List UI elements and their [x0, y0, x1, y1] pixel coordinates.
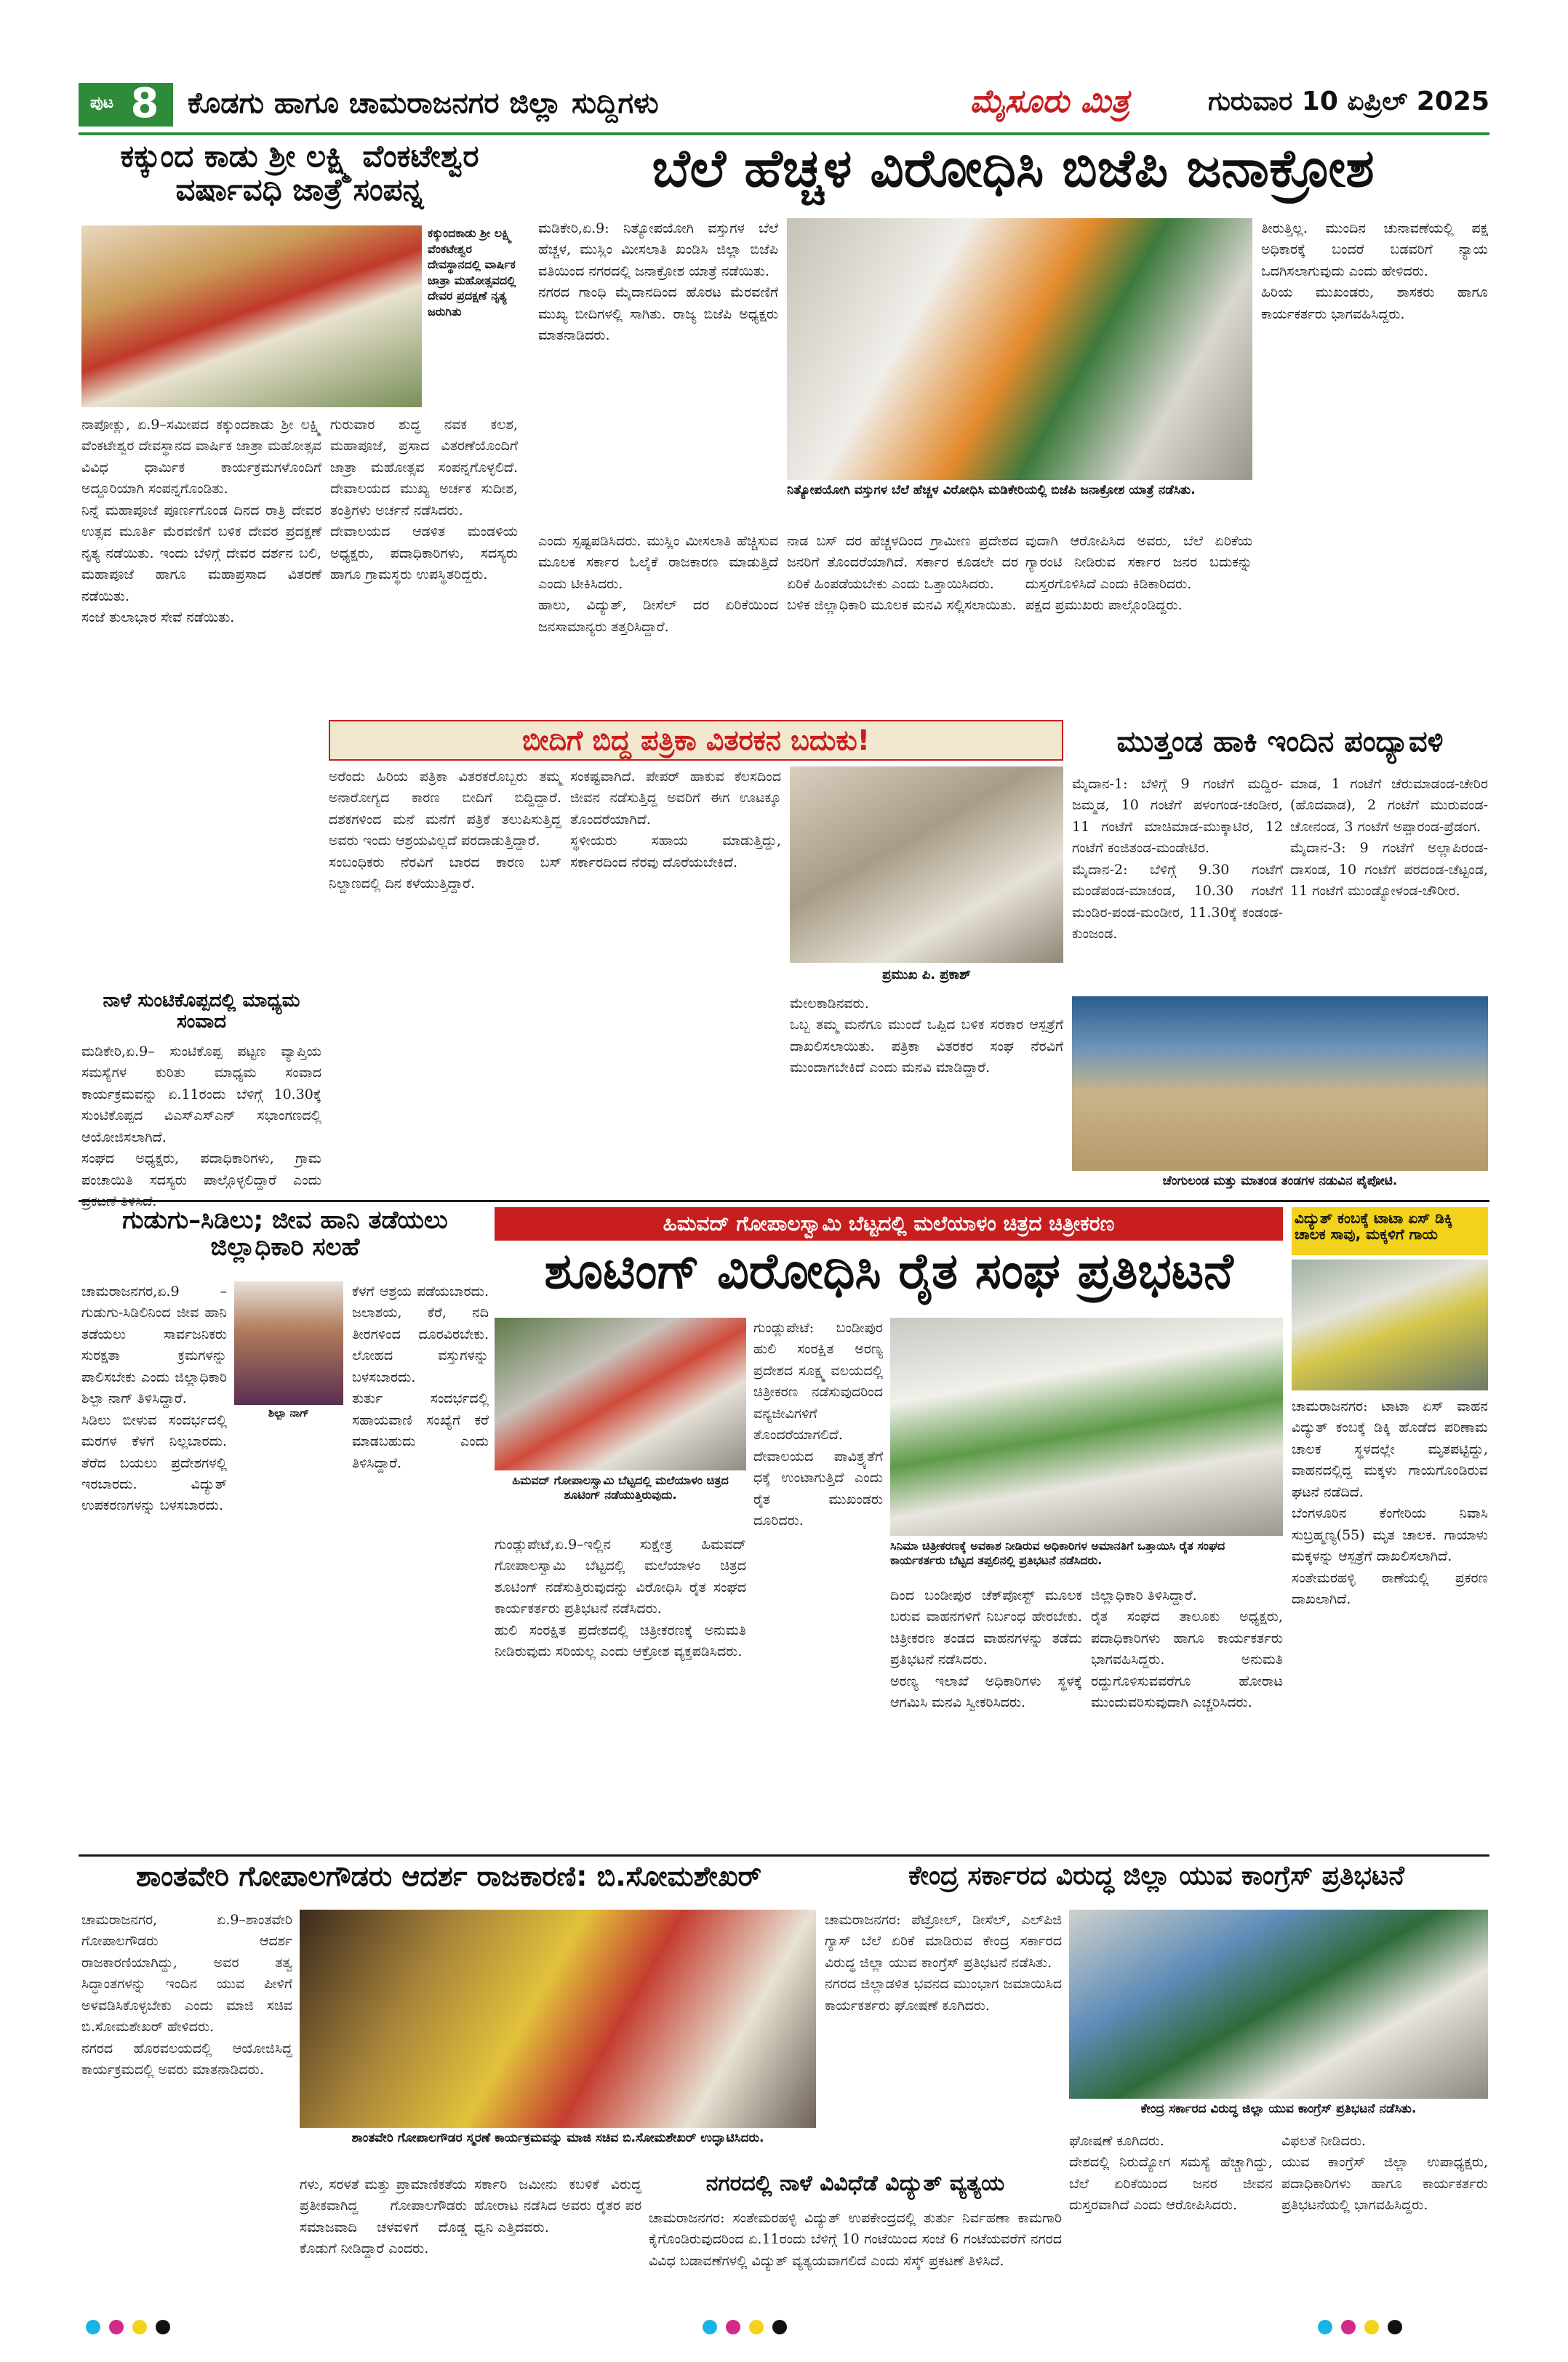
- gudugu-body-1: ಚಾಮರಾಜನಗರ,ಏ.9 – ಗುಡುಗು-ಸಿಡಿಲಿನಿಂದ ಜೀವ ಹಾನಿ ತಡೆಯಲು ಸಾರ್ವಜನಿಕರು ಸುರಕ್ಷತಾ ಕ್ರಮಗಳನ್ನು ಪಾಲಿಸಬೇಕು ಎಂದು ಜಿಲ್ಲಾಧಿಕಾರಿ ಶಿಲ್ಪಾ ನಾಗ್ ತಿಳಿಸಿದ್ದಾರೆ. ಸಿಡಿಲು ಬೀಳುವ ಸಂದರ್ಭದಲ್ಲಿ ಮರಗಳ ಕೆಳಗೆ ನಿಲ್ಲಬಾರದು. ತೆರೆದ ಬಯಲು ಪ್ರದೇಶಗಳಲ್ಲಿ ಇರಬಾರದು. ವಿದ್ಯುತ್ ಉಪಕರಣಗಳನ್ನು ಬಳಸಬಾರದು.: [81, 1284, 227, 1514]
- shooting-temple-photo: [495, 1318, 746, 1470]
- section-title: ಕೊಡಗು ಹಾಗೂ ಚಾಮರಾಜನಗರ ಜಿಲ್ಲಾ ಸುದ್ದಿಗಳು: [188, 87, 659, 120]
- jatre-photo: [81, 225, 422, 407]
- gowda-body-2: ಗಳು, ಸರಳತೆ ಮತ್ತು ಪ್ರಾಮಾಣಿಕತೆಯ ಪ್ರತೀಕವಾಗಿದ್ದ ಗೋಪಾಲಗೌಡರು ಸಮಾಜವಾದಿ ಚಳವಳಿಗೆ ದೊಡ್ಡ ಕೊಡುಗೆ ನೀಡಿದ್ದಾರೆ ಎಂದರು.: [300, 2177, 467, 2257]
- hockey-headline: ಮುತ್ತಂಡ ಹಾಕಿ ಇಂದಿನ ಪಂದ್ಯಾವಳಿ: [1116, 725, 1444, 758]
- beedi-body-1: ಅರೆಂದು ಹಿರಿಯ ಪತ್ರಿಕಾ ವಿತರಕರೊಬ್ಬರು ತಮ್ಮ ಅನಾರೋಗ್ಯದ ಕಾರಣ ಬೀದಿಗೆ ಬಿದ್ದಿದ್ದಾರೆ. ದಶಕಗಳಿಂದ ಮನೆ ಮನೆಗೆ ಪತ್ರಿಕೆ ತಲುಪಿಸುತ್ತಿದ್ದ ಅವರು ಇಂದು ಆಶ್ರಯವಿಲ್ಲದೆ ಪರದಾಡುತ್ತಿದ್ದಾರೆ. ಸಂಬಂಧಿಕರು ನೆರವಿಗೆ ಬಾರದ ಕಾರಣ ಬಸ್ ನಿಲ್ದಾಣದಲ್ಲಿ ದಿನ ಕಳೆಯುತ್ತಿದ್ದಾರೆ.: [329, 769, 561, 892]
- bjp-body-3: ಎಂದು ಸ್ಪಷ್ಟಪಡಿಸಿದರು. ಮುಸ್ಲಿಂ ಮೀಸಲಾತಿ ಹೆಚ್ಚಿಸುವ ಮೂಲಕ ಸರ್ಕಾರ ಓಲೈಕೆ ರಾಜಕಾರಣ ಮಾಡುತ್ತಿದೆ ಎಂದು ಟೀಕಿಸಿದರು. ಹಾಲು, ವಿದ್ಯುತ್, ಡೀಸೆಲ್ ದರ ಏರಿಕೆಯಿಂದ ಜನಸಾಮಾನ್ಯರು ತತ್ತರಿಸಿದ್ದಾರೆ.: [538, 533, 778, 635]
- gowda-body-1: ಚಾಮರಾಜನಗರ, ಏ.9–ಶಾಂತವೇರಿ ಗೋಪಾಲಗೌಡರು ಆದರ್ಶ ರಾಜಕಾರಣಿಯಾಗಿದ್ದು, ಅವರ ತತ್ವ ಸಿದ್ಧಾಂತಗಳನ್ನು ಇಂದಿನ ಯುವ ಪೀಳಿಗೆ ಅಳವಡಿಸಿಕೊಳ್ಳಬೇಕು ಎಂದು ಮಾಜಿ ಸಚಿವ ಬಿ.ಸೋಮಶೇಖರ್ ಹೇಳಿದರು. ನಗರದ ಹೊರವಲಯದಲ್ಲಿ ಆಯೋಜಿಸಿದ್ದ ಕಾರ್ಯಕ್ರಮದಲ್ಲಿ ಅವರು ಮಾತನಾಡಿದರು.: [81, 1912, 292, 2078]
- cyan-dot: [86, 2320, 100, 2334]
- beedi-body-2: ಸಂಕಷ್ಟವಾಗಿದೆ. ಪೇಪರ್ ಹಾಕುವ ಕೆಲಸದಿಂದ ಜೀವನ ನಡೆಸುತ್ತಿದ್ದ ಅವರಿಗೆ ಈಗ ಊಟಕ್ಕೂ ತೊಂದರೆಯಾಗಿದೆ. ಸ್ಥಳೀಯರು ಸಹಾಯ ಮಾಡುತ್ತಿದ್ದು, ಸರ್ಕಾರದಿಂದ ನೆರವು ದೊರೆಯಬೇಕಿದೆ.: [570, 769, 781, 870]
- black-dot: [156, 2320, 170, 2334]
- registration-dots-center: [698, 2320, 873, 2342]
- magenta-dot: [109, 2320, 124, 2334]
- hockey-body-1: ಮೈದಾನ-1: ಬೆಳಿಗ್ಗೆ 9 ಗಂಟೆಗೆ ಮದ್ದಿರ-ಜಮ್ಮಡ, 10 ಗಂಟೆಗೆ ಪಳಂಗಂಡ-ಚಂಡೀರ, 11 ಗಂಟೆಗೆ ಮಾಚಿಮಾಡ-ಮುಕ್ಕಾಟಿರ, 12 ಗಂಟೆಗೆ ಕಂಜಿತಂಡ-ಮಂಡೇಟಿರ. ಮೈದಾನ-2: ಬೆಳಿಗ್ಗೆ 9.30 ಗಂಟೆಗೆ ಮಂಡೆಪಂಡ-ಮಾಚಂಡ, 10.30 ಗಂಟೆಗೆ ಮಂಡಿರ-ಪಂಡ-ಮಂಡೀರ, 11.30ಕ್ಕೆ ಕಂಡಂಡ-ಕುಂಜಂಡ.: [1072, 776, 1283, 942]
- congress-headline: ಕೇಂದ್ರ ಸರ್ಕಾರದ ವಿರುದ್ಧ ಜಿಲ್ಲಾ ಯುವ ಕಾಂಗ್ರೆಸ್ ಪ್ರತಿಭಟನೆ: [908, 1861, 1404, 1891]
- beedi-headline-bar: [329, 720, 1063, 761]
- gudugu-officer-photo: [234, 1281, 343, 1405]
- accident-body: ಚಾಮರಾಜನಗರ: ಟಾಟಾ ಏಸ್ ವಾಹನ ವಿದ್ಯುತ್ ಕಂಬಕ್ಕೆ ಡಿಕ್ಕಿ ಹೊಡೆದ ಪರಿಣಾಮ ಚಾಲಕ ಸ್ಥಳದಲ್ಲೇ ಮೃತಪಟ್ಟಿದ್ದು, ವಾಹನದಲ್ಲಿದ್ದ ಮಕ್ಕಳು ಗಾಯಗೊಂಡಿರುವ ಘಟನೆ ನಡೆದಿದೆ. ಬೆಂಗಳೂರಿನ ಕೆಂಗೇರಿಯ ನಿವಾಸಿ ಸುಬ್ರಹ್ಮಣ್ಯ(55) ಮೃತ ಚಾಲಕ. ಗಾಯಾಳು ಮಕ್ಕಳನ್ನು ಆಸ್ಪತ್ರೆಗೆ ದಾಖಲಿಸಲಾಗಿದೆ. ಸಂತೇಮರಹಳ್ಳಿ ಠಾಣೆಯಲ್ಲಿ ಪ್ರಕರಣ ದಾಖಲಾಗಿದೆ.: [1292, 1398, 1488, 1607]
- magenta-dot: [726, 2320, 740, 2334]
- congress-body-3: ವಿಫಲತೆ ನೀಡಿದರು. ಯುವ ಕಾಂಗ್ರೆಸ್ ಜಿಲ್ಲಾ ಉಪಾಧ್ಯಕ್ಷರು, ಪದಾಧಿಕಾರಿಗಳು ಹಾಗೂ ಕಾರ್ಯಕರ್ತರು ಪ್ರತಿಭಟನೆಯಲ್ಲಿ ಭಾಗವಹಿಸಿದ್ದರು.: [1281, 2133, 1488, 2214]
- power-headline: ನಗರದಲ್ಲಿ ನಾಳೆ ವಿವಿಧೆಡೆ ವಿದ್ಯುತ್ ವ್ಯತ್ಯಯ: [705, 2171, 1005, 2196]
- black-dot: [772, 2320, 787, 2334]
- congress-body-1: ಚಾಮರಾಜನಗರ: ಪೆಟ್ರೋಲ್, ಡೀಸೆಲ್, ಎಲ್‌ಪಿಜಿ ಗ್ಯಾಸ್ ಬೆಲೆ ಏರಿಕೆ ಮಾಡಿರುವ ಕೇಂದ್ರ ಸರ್ಕಾರದ ವಿರುದ್ಧ ಜಿಲ್ಲಾ ಯುವ ಕಾಂಗ್ರೆಸ್ ಪ್ರತಿಭಟನೆ ನಡೆಸಿತು. ನಗರದ ಜಿಲ್ಲಾಡಳಿತ ಭವನದ ಮುಂಭಾಗ ಜಮಾಯಿಸಿದ ಕಾರ್ಯಕರ್ತರು ಘೋಷಣೆ ಕೂಗಿದರು.: [825, 1912, 1062, 2014]
- hockey-photo-caption: ಚೆಂಗುಲಂಡ ಮತ್ತು ಮಾತಂಡ ತಂಡಗಳ ನಡುವಿನ ಪೈಪೋಟಿ.: [1162, 1174, 1398, 1188]
- masthead-rule: [79, 132, 1489, 135]
- bjp-body-1: ಮಡಿಕೇರಿ,ಏ.9: ನಿತ್ಯೋಪಯೋಗಿ ವಸ್ತುಗಳ ಬೆಲೆ ಹೆಚ್ಚಳ, ಮುಸ್ಲಿಂ ಮೀಸಲಾತಿ ಖಂಡಿಸಿ ಜಿಲ್ಲಾ ಬಿಜೆಪಿ ವತಿಯಿಂದ ನಗರದಲ್ಲಿ ಜನಾಕ್ರೋಶ ಯಾತ್ರೆ ನಡೆಯಿತು. ನಗರದ ಗಾಂಧಿ ಮೈದಾನದಿಂದ ಹೊರಟ ಮೆರವಣಿಗೆ ಮುಖ್ಯ ಬೀದಿಗಳಲ್ಲಿ ಸಾಗಿತು. ರಾಜ್ಯ ಬಿಜೆಪಿ ಅಧ್ಯಕ್ಷರು ಮಾತನಾಡಿದರು.: [538, 220, 778, 344]
- gudugu-headline: ಗುಡುಗು–ಸಿಡಿಲು; ಜೀವ ಹಾನಿ ತಡೆಯಲು ಜಿಲ್ಲಾಧಿಕಾರಿ ಸಲಹೆ: [122, 1206, 448, 1262]
- shooting-headline: ಶೂಟಿಂಗ್ ವಿರೋಧಿಸಿ ರೈತ ಸಂಘ ಪ್ರತಿಭಟನೆ: [544, 1243, 1233, 1300]
- hockey-match-photo: [1072, 996, 1488, 1171]
- cyan-dot: [703, 2320, 717, 2334]
- yellow-dot: [749, 2320, 764, 2334]
- gowda-headline: ಶಾಂತವೇರಿ ಗೋಪಾಲಗೌಡರು ಆದರ್ಶ ರಾಜಕಾರಣಿ: ಬಿ.ಸೋಮಶೇಖರ್: [135, 1860, 762, 1892]
- congress-protest-photo: [1069, 1910, 1488, 2099]
- jatre-caption: ಕಕ್ಕುಂದಕಾಡು ಶ್ರೀ ಲಕ್ಷ್ಮಿ ವೆಂಕಟೇಶ್ವರ ದೇವಸ್ಥಾನದಲ್ಲಿ ವಾರ್ಷಿಕ ಜಾತ್ರಾ ಮಹೋತ್ಸವದಲ್ಲಿ ದೇವರ ಪ್ರದಕ್ಷಣೆ ನೃತ್ಯ ಜರುಗಿತು: [428, 226, 516, 319]
- section-rule-1: [79, 1200, 1489, 1202]
- beedi-vendor-photo: [790, 766, 1063, 963]
- accident-headline: ವಿದ್ಯುತ್ ಕಂಬಕ್ಕೆ ಟಾಟಾ ಏಸ್ ಡಿಕ್ಕಿ ಚಾಲಕ ಸಾವು, ಮಕ್ಕಳಿಗೆ ಗಾಯ: [1295, 1209, 1453, 1243]
- paper-name: ಮೈಸೂರು ಮಿತ್ರ: [969, 83, 1129, 120]
- beedi-photo-caption: ಪ್ರಮುಖ ಪಿ. ಪ್ರಕಾಶ್: [882, 967, 971, 982]
- shooting-photo2-caption: ಸಿನಿಮಾ ಚಿತ್ರೀಕರಣಕ್ಕೆ ಅವಕಾಶ ನೀಡಿರುವ ಅಧಿಕಾರಿಗಳ ಅಮಾನತಿಗೆ ಒತ್ತಾಯಿಸಿ ರೈತ ಸಂಘದ ಕಾರ್ಯಕರ್ತರು ಬೆಟ್ಟದ ತಪ್ಪಲಿನಲ್ಲಿ ಪ್ರತಿಭಟನೆ ನಡೆಸಿದರು.: [890, 1539, 1225, 1567]
- masthead: [79, 80, 1489, 131]
- shooting-body-2: ಗುಂಡ್ಲುಪೇಟೆ: ಬಂಡೀಪುರ ಹುಲಿ ಸಂರಕ್ಷಿತ ಅರಣ್ಯ ಪ್ರದೇಶದ ಸೂಕ್ಷ್ಮ ವಲಯದಲ್ಲಿ ಚಿತ್ರೀಕರಣ ನಡೆಸುವುದರಿಂದ ವನ್ಯಜೀವಿಗಳಿಗೆ ತೊಂದರೆಯಾಗಲಿದೆ. ದೇವಾಲಯದ ಪಾವಿತ್ರ್ಯತೆಗೆ ಧಕ್ಕೆ ಉಂಟಾಗುತ್ತಿದೆ ಎಂದು ರೈತ ಮುಖಂಡರು ದೂರಿದರು.: [753, 1320, 883, 1529]
- shooting-body-4: ಜಿಲ್ಲಾಧಿಕಾರಿ ತಿಳಿಸಿದ್ದಾರೆ. ರೈತ ಸಂಘದ ತಾಲೂಕು ಅಧ್ಯಕ್ಷರು, ಪದಾಧಿಕಾರಿಗಳು ಹಾಗೂ ಕಾರ್ಯಕರ್ತರು ಭಾಗವಹಿಸಿದ್ದರು. ಅನುಮತಿ ರದ್ದುಗೊಳಿಸುವವರೆಗೂ ಹೋರಾಟ ಮುಂದುವರಿಸುವುದಾಗಿ ಎಚ್ಚರಿಸಿದರು.: [1091, 1588, 1283, 1711]
- bjp-rally-photo: [787, 218, 1252, 480]
- shooting-kicker: ಹಿಮವದ್ ಗೋಪಾಲಸ್ವಾಮಿ ಬೆಟ್ಟದಲ್ಲಿ ಮಲೆಯಾಳಂ ಚಿತ್ರದ ಚಿತ್ರೀಕರಣ: [663, 1212, 1115, 1236]
- cyan-dot: [1318, 2320, 1332, 2334]
- magenta-dot: [1341, 2320, 1356, 2334]
- gowda-photo-caption: ಶಾಂತವೇರಿ ಗೋಪಾಲಗೌಡರ ಸ್ಮರಣೆ ಕಾರ್ಯಕ್ರಮವನ್ನು ಮಾಜಿ ಸಚಿವ ಬಿ.ಸೋಮಶೇಖರ್ ಉದ್ಘಾಟಿಸಿದರು.: [351, 2131, 764, 2145]
- bjp-body-4: ನಾಡ ಬಸ್ ದರ ಹೆಚ್ಚಳದಿಂದ ಗ್ರಾಮೀಣ ಪ್ರದೇಶದ ಜನರಿಗೆ ತೊಂದರೆಯಾಗಿದೆ. ಸರ್ಕಾರ ಕೂಡಲೇ ದರ ಏರಿಕೆ ಹಿಂಪಡೆಯಬೇಕು ಎಂದು ಒತ್ತಾಯಿಸಿದರು. ಬಳಿಕ ಜಿಲ್ಲಾಧಿಕಾರಿ ಮೂಲಕ ಮನವಿ ಸಲ್ಲಿಸಲಾಯಿತು.: [787, 533, 1018, 614]
- accident-headline-bar: [1292, 1207, 1488, 1255]
- section-rule-2: [79, 1854, 1489, 1857]
- bjp-photo-caption: ನಿತ್ಯೋಪಯೋಗಿ ವಸ್ತುಗಳ ಬೆಲೆ ಹೆಚ್ಚಳ ವಿರೋಧಿಸಿ ಮಡಿಕೇರಿಯಲ್ಲಿ ಬಿಜೆಪಿ ಜನಾಕ್ರೋಶ ಯಾತ್ರೆ ನಡೆಸಿತು.: [787, 483, 1196, 497]
- jatre-headline: ಕಕ್ಕುಂದ ಕಾಡು ಶ್ರೀ ಲಕ್ಷ್ಮಿ ವೆಂಕಟೇಶ್ವರ ವರ್ಷಾವಧಿ ಜಾತ್ರೆ ಸಂಪನ್ನ: [120, 138, 479, 208]
- bjp-headline: ಬೆಲೆ ಹೆಚ್ಚಳ ವಿರೋಧಿಸಿ ಬಿಜೆಪಿ ಜನಾಕ್ರೋಶ: [652, 137, 1375, 199]
- yellow-dot: [132, 2320, 147, 2334]
- bjp-body-2: ತೀರುತ್ತಿಲ್ಲ. ಮುಂದಿನ ಚುನಾವಣೆಯಲ್ಲಿ ಪಕ್ಷ ಅಧಿಕಾರಕ್ಕೆ ಬಂದರೆ ಬಡವರಿಗೆ ನ್ಯಾಯ ಒದಗಿಸಲಾಗುವುದು ಎಂದು ಹೇಳಿದರು. ಹಿರಿಯ ಮುಖಂಡರು, ಶಾಸಕರು ಹಾಗೂ ಕಾರ್ಯಕರ್ತರು ಭಾಗವಹಿಸಿದ್ದರು.: [1261, 220, 1488, 322]
- hockey-body-2: ಮಾಡ, 1 ಗಂಟೆಗೆ ಚೆರುಮಾಡಂಡ-ಚೇರಿರ (ಹೊದವಾಡ), 2 ಗಂಟೆಗೆ ಮುರುವಂಡ-ಚೋನಂಡ, 3 ಗಂಟೆಗೆ ಅಪ್ಪಾರಂಡ-ಪ್ರೆಡಂಗ. ಮೈದಾನ-3: 9 ಗಂಟೆಗೆ ಅಲ್ಲಾಪಿರಂಡ-ದಾಸಂಡ, 10 ಗಂಟೆಗೆ ಪರದಂಡ-ಚೆಟ್ಟಂಡ, 11 ಗಂಟೆಗೆ ಮುಂಡ್ಯೋಳಂಡ-ಚೌರೀರ.: [1290, 776, 1488, 900]
- congress-body-2: ಘೋಷಣೆ ಕೂಗಿದರು. ದೇಶದಲ್ಲಿ ನಿರುದ್ಯೋಗ ಸಮಸ್ಯೆ ಹೆಚ್ಚಾಗಿದ್ದು, ಬೆಲೆ ಏರಿಕೆಯಿಂದ ಜನರ ಜೀವನ ದುಸ್ತರವಾಗಿದೆ ಎಂದು ಆರೋಪಿಸಿದರು.: [1069, 2133, 1273, 2214]
- accident-vehicle-photo: [1292, 1260, 1488, 1390]
- power-body: ಚಾಮರಾಜನಗರ: ಸಂತೇಮರಹಳ್ಳಿ ವಿದ್ಯುತ್ ಉಪಕೇಂದ್ರದಲ್ಲಿ ತುರ್ತು ನಿರ್ವಹಣಾ ಕಾಮಗಾರಿ ಕೈಗೊಂಡಿರುವುದರಿಂದ ಏ.11ರಂದು ಬೆಳಿಗ್ಗೆ 10 ಗಂಟೆಯಿಂದ ಸಂಜೆ 6 ಗಂಟೆಯವರೆಗೆ ನಗರದ ವಿವಿಧ ಬಡಾವಣೆಗಳಲ್ಲಿ ವಿದ್ಯುತ್ ವ್ಯತ್ಯಯವಾಗಲಿದೆ ಎಂದು ಸೆಸ್ಕ್ ಪ್ರಕಟಣೆ ತಿಳಿಸಿದೆ.: [649, 2210, 1062, 2269]
- gowda-body-3: ಸರ್ಕಾರಿ ಜಮೀನು ಕಬಳಿಕೆ ವಿರುದ್ಧ ಹೋರಾಟ ನಡೆಸಿದ ಅವರು ರೈತರ ಪರ ಧ್ವನಿ ಎತ್ತಿದವರು.: [474, 2177, 641, 2235]
- beedi-headline: ಬೀದಿಗೆ ಬಿದ್ದ ಪತ್ರಿಕಾ ವಿತರಕನ ಬದುಕು!: [521, 724, 871, 756]
- issue-date: ಗುರುವಾರ 10 ಏಪ್ರಿಲ್ 2025: [1207, 87, 1489, 116]
- shooting-protest-photo: [890, 1318, 1283, 1536]
- shooting-body-3: ದಿಂದ ಬಂಡೀಪುರ ಚೆಕ್‌ಪೋಸ್ಟ್ ಮೂಲಕ ಬರುವ ವಾಹನಗಳಿಗೆ ನಿರ್ಬಂಧ ಹೇರಬೇಕು. ಚಿತ್ರೀಕರಣ ತಂಡದ ವಾಹನಗಳನ್ನು ತಡೆದು ಪ್ರತಿಭಟನೆ ನಡೆಸಿದರು. ಅರಣ್ಯ ಇಲಾಖೆ ಅಧಿಕಾರಿಗಳು ಸ್ಥಳಕ್ಕೆ ಆಗಮಿಸಿ ಮನವಿ ಸ್ವೀಕರಿಸಿದರು.: [890, 1588, 1082, 1711]
- beedi-body-3: ಮೇಲಕಾಡಿನವರು. ಒಬ್ಬ ತಮ್ಮ ಮನೆಗೂ ಮುಂದೆ ಒಪ್ಪಿದ ಬಳಿಕ ಸರಕಾರ ಆಸ್ಪತ್ರೆಗೆ ದಾಖಲಿಸಲಾಯಿತು. ಪತ್ರಿಕಾ ವಿತರಕರ ಸಂಘ ನೆರವಿಗೆ ಮುಂದಾಗಬೇಕಿದೆ ಎಂದು ಮನವಿ ಮಾಡಿದ್ದಾರೆ.: [790, 996, 1063, 1076]
- gudugu-body-2: ಕೆಳಗೆ ಆಶ್ರಯ ಪಡೆಯಬಾರದು. ಜಲಾಶಯ, ಕೆರೆ, ನದಿ ತೀರಗಳಿಂದ ದೂರವಿರಬೇಕು. ಲೋಹದ ವಸ್ತುಗಳನ್ನು ಬಳಸಬಾರದು. ತುರ್ತು ಸಂದರ್ಭದಲ್ಲಿ ಸಹಾಯವಾಣಿ ಸಂಖ್ಯೆಗೆ ಕರೆ ಮಾಡಬಹುದು ಎಂದು ತಿಳಿಸಿದ್ದಾರೆ.: [352, 1284, 489, 1471]
- page-number: 8: [130, 80, 159, 127]
- gowda-event-photo: [300, 1910, 816, 2128]
- page-number-badge: [79, 80, 173, 127]
- jatre-body-2: ಗುರುವಾರ ಶುದ್ಧ ನವಕ ಕಲಶ, ಮಹಾಪೂಜೆ, ಪ್ರಸಾದ ವಿತರಣೆಯೊಂದಿಗೆ ಜಾತ್ರಾ ಮಹೋತ್ಸವ ಸಂಪನ್ನಗೊಳ್ಳಲಿದೆ. ದೇವಾಲಯದ ಮುಖ್ಯ ಅರ್ಚಕ ಸುದೀಶ, ತಂತ್ರಿಗಳು ಅರ್ಚನೆ ನಡೆಸಿದರು. ದೇವಾಲಯದ ಆಡಳಿತ ಮಂಡಳಿಯ ಅಧ್ಯಕ್ಷರು, ಪದಾಧಿಕಾರಿಗಳು, ಸದಸ್ಯರು ಹಾಗೂ ಗ್ರಾಮಸ್ಥರು ಉಪಸ್ಥಿತರಿದ್ದರು.: [330, 417, 518, 583]
- shooting-body-1: ಗುಂಡ್ಲುಪೇಟೆ,ಏ.9–ಇಲ್ಲಿನ ಸುಕ್ಷೇತ್ರ ಹಿಮವದ್ ಗೋಪಾಲಸ್ವಾಮಿ ಬೆಟ್ಟದಲ್ಲಿ ಮಲೆಯಾಳಂ ಚಿತ್ರದ ಶೂಟಿಂಗ್ ನಡೆಸುತ್ತಿರುವುದನ್ನು ವಿರೋಧಿಸಿ ರೈತ ಸಂಘದ ಕಾರ್ಯಕರ್ತರು ಪ್ರತಿಭಟನೆ ನಡೆಸಿದರು. ಹುಲಿ ಸಂರಕ್ಷಿತ ಪ್ರದೇಶದಲ್ಲಿ ಚಿತ್ರೀಕರಣಕ್ಕೆ ಅನುಮತಿ ನೀಡಿರುವುದು ಸರಿಯಲ್ಲ ಎಂದು ಆಕ್ರೋಶ ವ್ಯಕ್ತಪಡಿಸಿದರು.: [495, 1537, 746, 1660]
- yellow-dot: [1364, 2320, 1379, 2334]
- shooting-photo1-caption: ಹಿಮವದ್ ಗೋಪಾಲಸ್ವಾಮಿ ಬೆಟ್ಟದಲ್ಲಿ ಮಲೆಯಾಳಂ ಚಿತ್ರದ ಶೂಟಿಂಗ್ ನಡೆಯುತ್ತಿರುವುದು.: [512, 1473, 729, 1502]
- gudugu-photo-caption: ಶಿಲ್ಪಾ ನಾಗ್: [268, 1406, 310, 1420]
- samvada-body: ಮಡಿಕೇರಿ,ಏ.9– ಸುಂಟಿಕೊಪ್ಪ ಪಟ್ಟಣ ವ್ಯಾಪ್ತಿಯ ಸಮಸ್ಯೆಗಳ ಕುರಿತು ಮಾಧ್ಯಮ ಸಂವಾದ ಕಾರ್ಯಕ್ರಮವನ್ನು ಏ.11ರಂದು ಬೆಳಿಗ್ಗೆ 10.30ಕ್ಕೆ ಸುಂಟಿಕೊಪ್ಪದ ವಿಎಸ್‌ಎಸ್‌ಎನ್ ಸಭಾಂಗಣದಲ್ಲಿ ಆಯೋಜಿಸಲಾಗಿದೆ. ಸಂಘದ ಅಧ್ಯಕ್ಷರು, ಪದಾಧಿಕಾರಿಗಳು, ಗ್ರಾಮ ಪಂಚಾಯಿತಿ ಸದಸ್ಯರು ಪಾಲ್ಗೊಳ್ಳಲಿದ್ದಾರೆ ಎಂದು: [81, 1044, 321, 1188]
- congress-photo-caption: ಕೇಂದ್ರ ಸರ್ಕಾರದ ವಿರುದ್ಧ ಜಿಲ್ಲಾ ಯುವ ಕಾಂಗ್ರೆಸ್ ಪ್ರತಿಭಟನೆ ನಡೆಸಿತು.: [1140, 2102, 1417, 2116]
- page-label: ಪುಟ: [89, 94, 114, 112]
- registration-dots-left: [81, 2320, 256, 2342]
- black-dot: [1388, 2320, 1402, 2334]
- bjp-body-5: ವುದಾಗಿ ಆರೋಪಿಸಿದ ಅವರು, ಬೆಲೆ ಏರಿಕೆಯ ಗ್ಯಾರಂಟಿ ನೀಡಿರುವ ಸರ್ಕಾರ ಜನರ ಬದುಕನ್ನು ದುಸ್ತರಗೊಳಿಸಿದೆ ಎಂದು ಕಿಡಿಕಾರಿದರು. ಪಕ್ಷದ ಪ್ರಮುಖರು ಪಾಲ್ಗೊಂಡಿದ್ದರು.: [1025, 533, 1252, 614]
- registration-dots-right: [1313, 2320, 1488, 2342]
- samvada-box: [81, 990, 321, 1196]
- samvada-headline: ನಾಳೆ ಸುಂಟಿಕೊಪ್ಪದಲ್ಲಿ ಮಾಧ್ಯಮ ಸಂವಾದ: [103, 990, 300, 1033]
- shooting-kicker-bar: [495, 1207, 1283, 1241]
- jatre-body-1: ನಾಪೋಕ್ಲು, ಏ.9–ಸಮೀಪದ ಕಕ್ಕುಂದಕಾಡು ಶ್ರೀ ಲಕ್ಷ್ಮಿ ವೆಂಕಟೇಶ್ವರ ದೇವಸ್ಥಾನದ ವಾರ್ಷಿಕ ಜಾತ್ರಾ ಮಹೋತ್ಸವ ವಿವಿಧ ಧಾರ್ಮಿಕ ಕಾರ್ಯಕ್ರಮಗಳೊಂದಿಗೆ ಅದ್ದೂರಿಯಾಗಿ ಸಂಪನ್ನಗೊಂಡಿತು. ನಿನ್ನೆ ಮಹಾಪೂಜೆ ಪೂರ್ಣಗೊಂಡ ದಿನದ ರಾತ್ರಿ ದೇವರ ಉತ್ಸವ ಮೂರ್ತಿ ಮೆರವಣಿಗೆ ಬಳಿಕ ದೇವರ ಪ್ರದಕ್ಷಣೆ ನೃತ್ಯ ನಡೆಯಿತು. ಇಂದು ಬೆಳಿಗ್ಗೆ ದೇವರ ದರ್ಶನ ಬಲಿ, ಮಹಾಪೂಜೆ ಹಾಗೂ ಮಹಾಪ್ರಸಾದ ವಿತರಣೆ ನಡೆಯಿತು. ಸಂಜೆ ತುಲಾಭಾರ ಸೇವೆ ನಡೆಯಿತು.: [81, 417, 321, 625]
